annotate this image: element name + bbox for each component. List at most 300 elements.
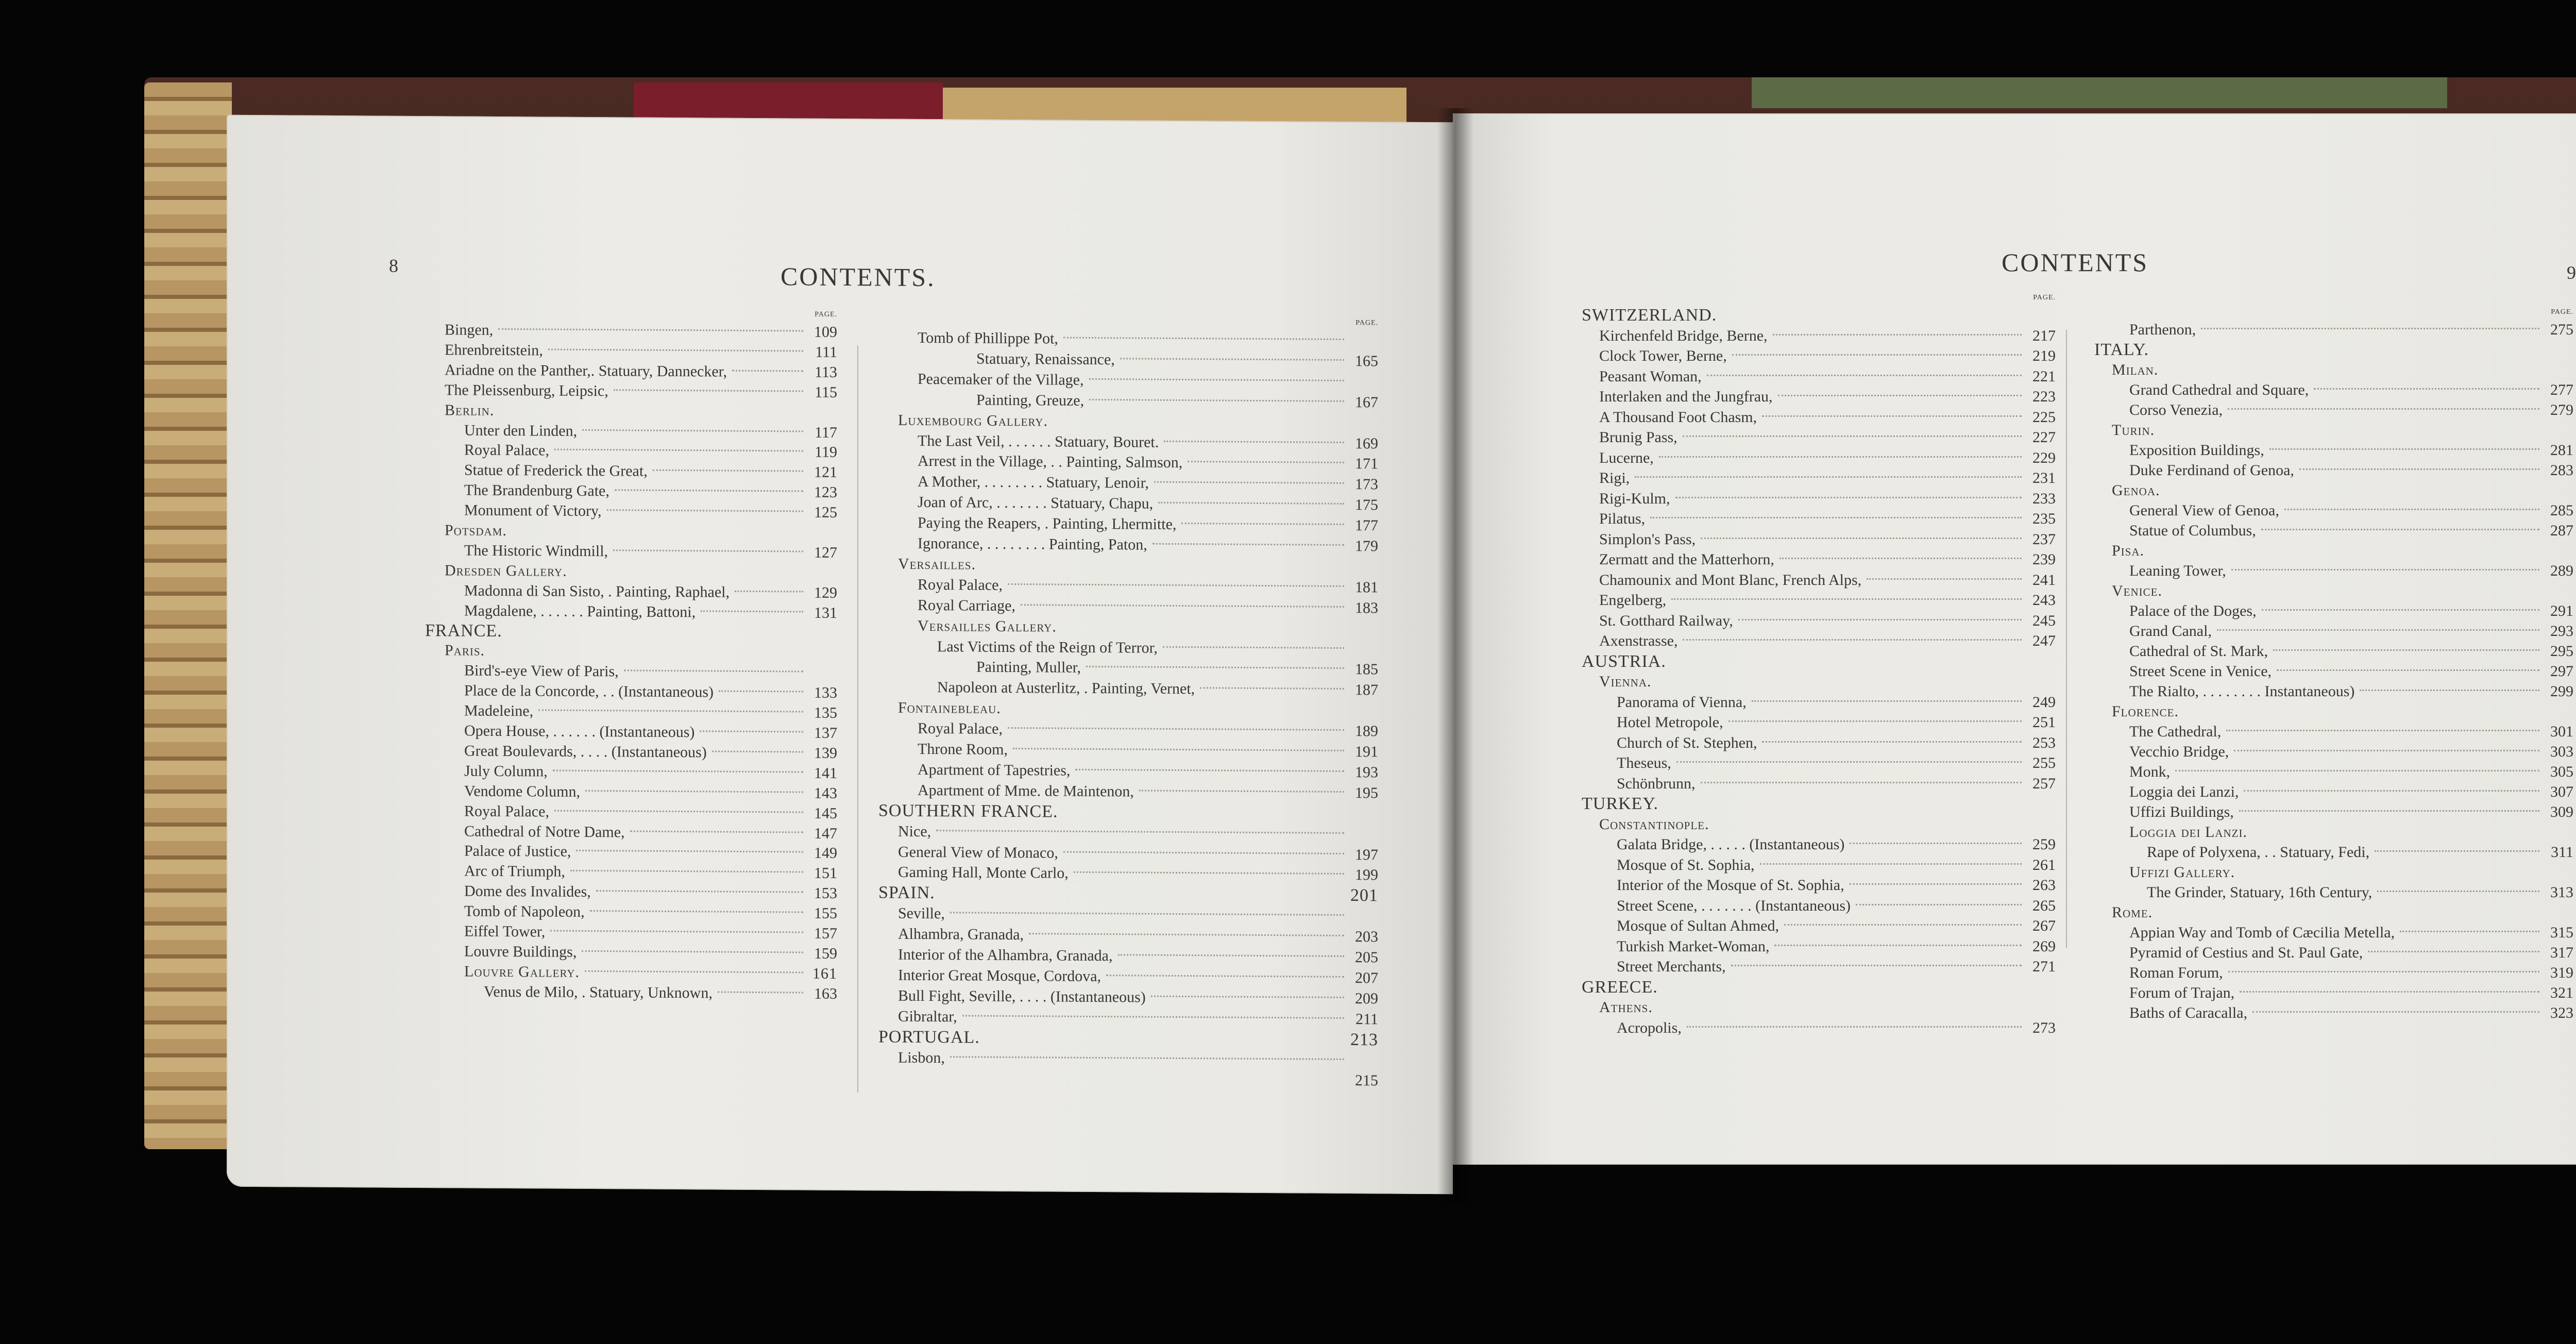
dot-leader <box>2228 971 2539 972</box>
page-number-ref: 301 <box>2550 723 2573 740</box>
page-number-ref: 139 <box>814 744 837 762</box>
page-number-ref: 161 <box>812 965 837 982</box>
entry-title: Palace of Justice, <box>464 842 571 861</box>
dot-leader <box>1683 639 2022 641</box>
country-heading-row <box>878 1027 1378 1050</box>
page-number-ref: 249 <box>2032 693 2056 711</box>
entry-title: Pisa. <box>2112 542 2145 559</box>
contents-entry-row <box>918 328 1378 351</box>
entry-title: Brunig Pass, <box>1599 429 1677 446</box>
contents-entry-row <box>898 842 1378 865</box>
contents-entry-row <box>2129 762 2573 782</box>
entry-title: Panorama of Vienna, <box>1617 693 1747 711</box>
page-number-ref: 309 <box>2550 803 2573 820</box>
entry-title: FRANCE. <box>425 620 502 641</box>
entry-title: Mosque of St. Sophia, <box>1617 856 1755 873</box>
entry-title: Royal Palace, <box>464 441 549 459</box>
contents-entry-row <box>464 821 837 844</box>
contents-entry-row <box>976 657 1378 680</box>
page-number-ref: 237 <box>2032 530 2056 548</box>
contents-entry-row <box>464 761 837 783</box>
dot-leader <box>2217 629 2539 631</box>
contents-entry-row <box>1599 489 2056 509</box>
entry-title: Rome. <box>2112 904 2153 921</box>
entry-title: Gibraltar, <box>898 1007 957 1026</box>
page-number-ref: 173 <box>1355 476 1378 493</box>
page-number-ref: 289 <box>2550 562 2573 579</box>
dot-leader <box>2400 931 2539 932</box>
page-number-ref: 243 <box>2032 592 2056 609</box>
entry-title: Statuary, Renaissance, <box>976 350 1115 368</box>
contents-entry-row <box>464 681 837 703</box>
page-number-ref: 229 <box>2032 449 2056 466</box>
entry-title: Vienna. <box>1599 673 1652 690</box>
entry-title: Dome des Invalides, <box>464 882 591 901</box>
contents-entry-row <box>918 369 1378 392</box>
entry-title: Arc of Triumph, <box>464 862 565 881</box>
entry-title: Appian Way and Tomb of Cæcilia Metella, <box>2129 924 2395 941</box>
dot-leader <box>1021 604 1344 608</box>
dot-leader <box>1154 481 1344 484</box>
contents-entry-row <box>1617 956 2056 977</box>
contents-entry-row <box>918 472 1378 495</box>
right-page <box>1453 113 2576 1165</box>
page-number-ref: 215 <box>1355 1072 1378 1089</box>
entry-title: Acropolis, <box>1617 1019 1682 1036</box>
dot-leader <box>2231 569 2539 570</box>
entry-title: Royal Palace, <box>918 720 1003 738</box>
contents-entry-row <box>1617 733 2056 753</box>
contents-column-left-b <box>878 319 1378 1206</box>
entry-title: Fontainebleau. <box>898 699 1001 717</box>
dot-leader <box>2273 649 2539 651</box>
page-number: 8 <box>389 255 398 276</box>
dot-leader <box>1707 375 2022 376</box>
dot-leader <box>1118 954 1345 957</box>
page-number-ref: 175 <box>1355 496 1378 514</box>
entry-title: Baths of Caracalla, <box>2129 1004 2248 1021</box>
contents-entry-row <box>464 861 837 884</box>
dot-leader <box>1075 769 1344 772</box>
page-number-ref: 317 <box>2550 944 2573 961</box>
dot-leader <box>582 429 803 432</box>
page-number-ref: 159 <box>814 945 837 962</box>
dot-leader <box>1780 558 2022 559</box>
dot-leader <box>719 691 803 693</box>
entry-title: SPAIN. <box>878 883 935 903</box>
dot-leader <box>1728 720 2022 722</box>
entry-title: Interior of the Alhambra, Granada, <box>898 946 1113 965</box>
dot-leader <box>1762 415 2022 417</box>
page-number-ref: 133 <box>814 684 837 702</box>
page-number-ref: 121 <box>814 463 837 481</box>
entry-title: Clock Tower, Berne, <box>1599 347 1727 364</box>
contents-entry-row <box>1599 448 2056 468</box>
section-heading-row <box>1599 814 2056 835</box>
entry-title: Grand Cathedral and Square, <box>2129 381 2309 398</box>
section-heading-row <box>445 641 837 664</box>
entry-title: Bingen, <box>445 321 494 339</box>
page-number-ref: 261 <box>2032 856 2056 873</box>
contents-entry-row <box>445 340 837 363</box>
page-number-ref: 259 <box>2032 836 2056 853</box>
contents-entry-row <box>1599 590 2056 611</box>
contents-entry-row <box>918 780 1378 803</box>
dot-leader <box>585 970 803 973</box>
dot-leader <box>630 830 803 833</box>
dot-leader <box>1188 461 1344 464</box>
entry-title: Lisbon, <box>898 1049 945 1066</box>
contents-entry-row <box>464 901 837 924</box>
entry-title: Nice, <box>898 822 931 840</box>
section-heading-row <box>2129 862 2573 883</box>
dot-leader <box>613 549 803 552</box>
contents-entry-row <box>976 349 1378 372</box>
page-number-ref: 135 <box>814 704 837 722</box>
page-number-ref: 299 <box>2550 683 2573 700</box>
page-number-ref: 255 <box>2032 754 2056 771</box>
contents-entry-row <box>1599 509 2056 529</box>
entry-title: Interior Great Mosque, Cordova, <box>898 966 1101 985</box>
entry-title: Ariadne on the Panther,. Statuary, Dannecker, <box>445 361 727 380</box>
page-number-ref: 165 <box>1355 352 1378 370</box>
contents-entry-row <box>898 965 1378 989</box>
dot-leader <box>2299 468 2539 470</box>
section-heading-row <box>445 560 837 583</box>
entry-title: Schönbrunn, <box>1617 775 1696 792</box>
contents-entry-row <box>918 739 1378 762</box>
contents-column-left-a <box>425 310 837 1198</box>
dot-leader <box>1089 378 1345 381</box>
contents-entry-row <box>1617 875 2056 896</box>
contents-entry-row <box>976 390 1378 413</box>
contents-entry-row <box>1599 346 2056 366</box>
entry-title: Eiffel Tower, <box>464 922 546 940</box>
dot-leader <box>735 590 803 592</box>
contents-entry-row <box>1617 1018 2056 1038</box>
entry-title: Louvre Gallery. <box>464 963 580 981</box>
contents-entry-row <box>2129 721 2573 742</box>
page-number-ref: 205 <box>1355 949 1378 966</box>
page-number-ref: 125 <box>814 503 837 522</box>
page-number-ref: 295 <box>2550 643 2573 660</box>
page-number-ref: 321 <box>2550 984 2573 1001</box>
contents-entry-row <box>2129 320 2573 340</box>
dot-leader <box>1158 502 1344 505</box>
contents-entry-row <box>484 981 837 1004</box>
entry-title: General View of Monaco, <box>898 843 1058 862</box>
page-number-ref: 307 <box>2550 783 2573 800</box>
contents-entry-row <box>464 460 837 483</box>
contents-entry-row <box>445 320 837 343</box>
page-number: 9 <box>2567 262 2576 283</box>
dot-leader <box>2284 509 2539 510</box>
page-column-heading: PAGE. <box>1355 319 1378 327</box>
contents-entry-row <box>464 420 837 443</box>
entry-title: Chamounix and Mont Blanc, French Alps, <box>1599 571 1862 589</box>
entry-title: Tomb of Napoleon, <box>464 902 585 921</box>
section-heading-row <box>898 410 1378 433</box>
page-number-ref: 251 <box>2032 714 2056 731</box>
entry-title: Interior of the Mosque of St. Sophia, <box>1617 877 1844 894</box>
entry-title: Turkish Market-Woman, <box>1617 937 1770 955</box>
dot-leader <box>962 1015 1344 1019</box>
contents-entry-row <box>1617 855 2056 876</box>
section-heading-row <box>898 698 1378 721</box>
contents-entry-row <box>898 862 1378 886</box>
page-number-ref: 177 <box>1355 517 1378 534</box>
entry-title: Peacemaker of the Village, <box>918 370 1084 389</box>
page-number-ref: 247 <box>2032 632 2056 649</box>
dot-leader <box>1701 537 2022 539</box>
column-divider <box>857 345 858 1093</box>
entry-title: Royal Carriage, <box>918 596 1015 614</box>
entry-title: Vecchio Bridge, <box>2129 743 2229 760</box>
dot-leader <box>1850 883 2022 885</box>
contents-entry-row <box>464 600 837 623</box>
page-number-ref: 245 <box>2032 612 2056 629</box>
country-heading-row <box>425 620 837 644</box>
dot-leader <box>1008 583 1344 587</box>
section-heading-row <box>2112 480 2573 501</box>
dot-leader <box>1778 395 2022 396</box>
entry-title: Madeleine, <box>464 702 534 720</box>
dot-leader <box>700 730 803 732</box>
page-number-ref: 303 <box>2550 743 2573 760</box>
contents-entry-row <box>2129 983 2573 1003</box>
dot-leader <box>653 469 803 472</box>
entry-title: Duke Ferdinand of Genoa, <box>2129 462 2294 479</box>
dot-leader <box>1732 354 2022 356</box>
entry-title: ITALY. <box>2094 340 2149 359</box>
page-number-ref: 191 <box>1355 743 1378 761</box>
dot-leader <box>1013 748 1344 751</box>
contents-entry-row <box>2129 621 2573 642</box>
dot-leader <box>1089 399 1344 402</box>
contents-entry-row <box>464 921 837 944</box>
contents-entry-row <box>445 380 837 403</box>
contents-entry-row <box>1617 692 2056 713</box>
entry-title: Gaming Hall, Monte Carlo, <box>898 864 1069 882</box>
entry-title: Last Victims of the Reign of Terror, <box>937 637 1158 657</box>
dot-leader <box>624 670 803 673</box>
contents-entry-row <box>464 881 837 904</box>
entry-title: Street Scene, . . . . . . . (Instantaneous) <box>1617 897 1851 914</box>
page-number-ref: 183 <box>1355 599 1378 617</box>
page-number-ref: 273 <box>2032 1019 2056 1036</box>
entry-title: Royal Palace, <box>918 576 1003 594</box>
page-number-ref: 187 <box>1355 681 1378 699</box>
page-number-ref: 269 <box>2032 937 2056 955</box>
entry-title: Galata Bridge, . . . . . (Instantaneous) <box>1617 836 1845 853</box>
entry-title: Pilatus, <box>1599 510 1646 527</box>
contents-entry-row <box>1617 834 2056 855</box>
country-heading-row <box>1582 794 2056 814</box>
entry-title: Axenstrasse, <box>1599 632 1678 649</box>
page-number-ref: 149 <box>814 845 837 862</box>
entry-title: Statue of Frederick the Great, <box>464 461 648 480</box>
page-number-ref: 293 <box>2550 623 2573 640</box>
left-page-edges <box>144 82 232 1149</box>
dot-leader <box>498 328 803 332</box>
entry-title: Tomb of Phillippe Pot, <box>918 329 1058 347</box>
dot-leader <box>1153 543 1344 546</box>
contents-entry-row <box>1617 774 2056 794</box>
dot-leader <box>950 1056 1344 1060</box>
section-heading-row <box>2112 581 2573 601</box>
entry-title: Throne Room, <box>918 740 1008 758</box>
contents-entry-row <box>898 985 1378 1009</box>
dot-leader <box>2244 790 2539 792</box>
contents-entry-row <box>1617 896 2056 916</box>
contents-entry-row <box>1617 936 2056 957</box>
page-number-ref: 221 <box>2032 367 2056 385</box>
entry-title: Venus de Milo, . Statuary, Unknown, <box>484 983 713 1002</box>
entry-title: Loggia dei Lanzi. <box>2129 824 2247 841</box>
dot-leader <box>2201 328 2539 329</box>
contents-entry-row <box>918 451 1378 474</box>
dot-leader <box>582 950 803 953</box>
contents-column-right-a <box>1582 294 2056 1181</box>
entry-title: The Cathedral, <box>2129 723 2222 740</box>
page-number-ref: 203 <box>1355 928 1378 946</box>
section-heading-row <box>445 400 837 423</box>
page-number-ref: 267 <box>2032 917 2056 934</box>
entry-title: Royal Palace, <box>464 802 549 820</box>
contents-entry-row <box>445 360 837 383</box>
entry-title: Lucerne, <box>1599 449 1654 466</box>
page-number-ref: 241 <box>2032 571 2056 589</box>
page-number-ref: 147 <box>814 825 837 842</box>
contents-entry-row <box>464 701 837 724</box>
contents-entry-row <box>1599 427 2056 448</box>
contents-entry-row <box>1599 570 2056 591</box>
dot-leader <box>1139 789 1344 792</box>
dot-leader <box>1106 975 1344 978</box>
dot-leader <box>1074 871 1344 875</box>
entry-title: Ignorance, . . . . . . . . Painting, Paton, <box>918 534 1147 553</box>
dot-leader <box>1063 337 1344 340</box>
page-number-ref: 319 <box>2550 964 2573 981</box>
section-heading-row <box>2129 822 2573 843</box>
page-title: CONTENTS. <box>781 262 936 292</box>
entry-title: Rigi-Kulm, <box>1599 490 1670 507</box>
page-number-ref: 271 <box>2032 958 2056 975</box>
contents-entry-row <box>2129 561 2573 581</box>
entry-title: Milan. <box>2112 361 2159 378</box>
dot-leader <box>2377 891 2539 892</box>
entry-title: Apartment of Tapestries, <box>918 761 1071 779</box>
page-number-ref: 285 <box>2550 502 2573 519</box>
dot-leader <box>1867 578 2022 580</box>
page-number-ref: 123 <box>814 483 837 501</box>
dot-leader <box>1856 904 2022 905</box>
contents-entry-row <box>898 903 1378 927</box>
section-heading-row <box>1599 671 2056 692</box>
entry-title: The Brandenburg Gate, <box>464 481 609 500</box>
dot-leader <box>950 912 1344 916</box>
entry-title: General View of Genoa, <box>2129 502 2279 519</box>
entry-title: The Rialto, . . . . . . . . Instantaneous) <box>2129 683 2355 700</box>
dot-leader <box>1731 965 2022 966</box>
page-number-ref: 297 <box>2550 663 2573 680</box>
dot-leader <box>538 710 803 713</box>
contents-entry-row <box>937 636 1378 660</box>
contents-entry-row <box>1599 529 2056 550</box>
contents-entry-row <box>1599 549 2056 570</box>
entry-title: Place de la Concorde, . . (Instantaneous) <box>464 682 714 701</box>
dot-leader <box>1063 851 1344 854</box>
entry-title: Cathedral of St. Mark, <box>2129 643 2268 660</box>
page-number-ref: 313 <box>2550 884 2573 901</box>
page-number-ref: 323 <box>2550 1004 2573 1021</box>
entry-title: The Historic Windmill, <box>464 542 608 560</box>
contents-entry-row <box>464 801 837 824</box>
dot-leader <box>2239 810 2539 812</box>
entry-title: Hotel Metropole, <box>1617 714 1723 731</box>
country-heading-row <box>2094 340 2573 360</box>
column-divider <box>2066 330 2067 948</box>
page-number-ref: 193 <box>1355 763 1378 781</box>
page-number-ref: 217 <box>2032 327 2056 344</box>
dot-leader <box>2262 609 2539 611</box>
dot-leader <box>732 370 803 372</box>
contents-entry-row <box>464 480 837 503</box>
page-number-ref: 137 <box>814 724 837 742</box>
entry-title: Corso Venezia, <box>2129 401 2223 418</box>
dot-leader <box>1762 741 2022 743</box>
entry-title: Statue of Columbus, <box>2129 522 2256 539</box>
page-number-ref: 253 <box>2032 734 2056 751</box>
entry-title: Street Merchants, <box>1617 958 1726 975</box>
page-number-ref: 263 <box>2032 877 2056 894</box>
page-number-ref: 291 <box>2550 602 2573 619</box>
entry-title: Mosque of Sultan Ahmed, <box>1617 917 1779 934</box>
entry-title: Madonna di San Sisto, . Painting, Raphael, <box>464 582 730 601</box>
page-number-ref: 223 <box>2032 388 2056 405</box>
entry-title: Grand Canal, <box>2129 623 2212 640</box>
entry-title: Monk, <box>2129 763 2171 780</box>
page-number-ref: 265 <box>2032 897 2056 914</box>
contents-entry-row <box>2129 802 2573 822</box>
contents-entry-row <box>898 1006 1378 1030</box>
dot-leader <box>1650 517 2022 518</box>
entry-title: Kirchenfeld Bridge, Berne, <box>1599 327 1768 344</box>
contents-entry-row <box>1599 407 2056 428</box>
entry-title: SOUTHERN FRANCE. <box>878 801 1058 821</box>
dot-leader <box>1738 619 2022 620</box>
contents-entry-row <box>2129 963 2573 983</box>
contents-entry-row <box>1599 631 2056 651</box>
contents-entry-row <box>918 430 1378 453</box>
entry-title: Bird's-eye View of Paris, <box>464 662 619 680</box>
contents-entry-row <box>1617 712 2056 733</box>
page-number-ref: 311 <box>2551 844 2573 861</box>
contents-entry-row <box>2129 460 2573 481</box>
dot-leader <box>2252 1011 2539 1013</box>
entry-title: Great Boulevards, . . . . (Instantaneous) <box>464 742 707 761</box>
dot-leader <box>1683 435 2022 437</box>
dot-leader <box>1774 945 2022 946</box>
dot-leader <box>2228 408 2539 410</box>
page-number-ref: 169 <box>1355 434 1378 452</box>
page-number-ref: 211 <box>1355 1010 1378 1028</box>
left-page <box>227 115 1453 1195</box>
contents-entry-row <box>464 741 837 763</box>
page-number-ref: 155 <box>814 904 837 922</box>
contents-entry-row <box>464 721 837 744</box>
entry-title: Bull Fight, Seville, . . . . (Instantaneous) <box>898 987 1146 1006</box>
